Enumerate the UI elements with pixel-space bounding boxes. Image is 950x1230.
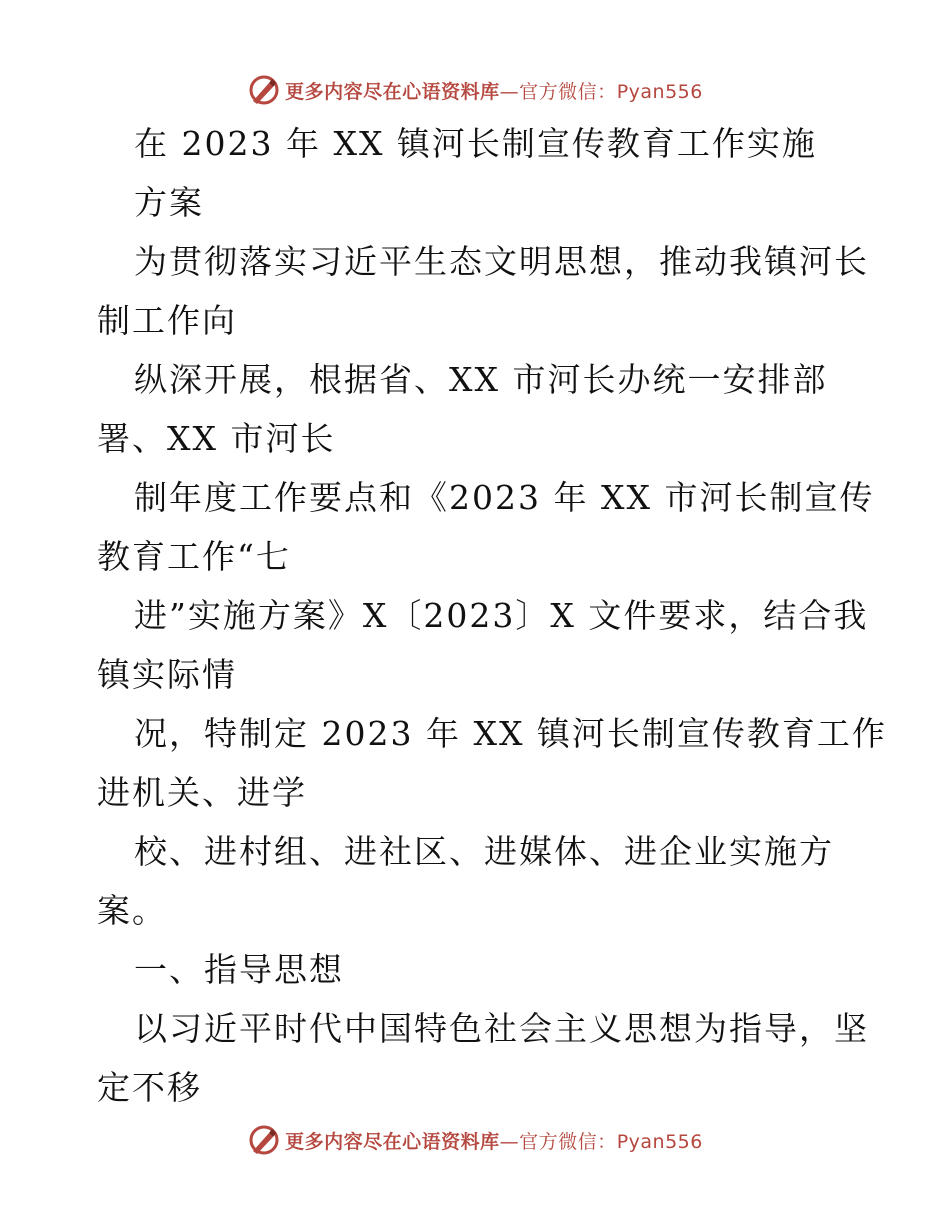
paragraph-line: 校、进村组、进社区、进媒体、进企业实施方 — [134, 832, 834, 871]
banner-wechat-id: Pyan556 — [616, 1130, 703, 1153]
paragraph-line: 制年度工作要点和《2023 年 XX 市河长制宣传 — [134, 478, 875, 517]
paragraph-line: 以习近平时代中国特色社会主义思想为指导，坚 — [134, 1009, 869, 1048]
banner-wechat-id: Pyan556 — [616, 80, 703, 103]
paragraph-line: 纵深开展，根据省、XX 市河长办统一安排部 — [134, 360, 828, 399]
banner-wechat-label: 官方微信： — [519, 1130, 617, 1153]
banner-dash: — — [499, 1130, 520, 1153]
section-heading: 一、指导思想 — [134, 950, 344, 989]
footer-banner — [0, 1120, 950, 1160]
pen-logo-icon — [247, 73, 281, 107]
banner-wechat-label: 官方微信： — [519, 80, 617, 103]
paragraph-line: 制工作向 — [97, 301, 237, 340]
pen-logo-icon — [247, 1123, 281, 1157]
paragraph-line: 教育工作“七 — [97, 537, 291, 576]
paragraph-line: 为贯彻落实习近平生态文明思想，推动我镇河长 — [134, 242, 869, 281]
document-title-line-2: 方案 — [134, 183, 204, 222]
paragraph-line: 况，特制定 2023 年 XX 镇河长制宣传教育工作 — [134, 714, 887, 753]
paragraph-line: 镇实际情 — [97, 655, 237, 694]
paragraph-line: 进机关、进学 — [97, 773, 307, 812]
paragraph-line: 案。 — [97, 891, 167, 930]
paragraph-line: 署、XX 市河长 — [97, 419, 336, 458]
header-banner — [0, 70, 950, 110]
document-title-line-1: 在 2023 年 XX 镇河长制宣传教育工作实施 — [134, 124, 817, 163]
banner-main-text: 更多内容尽在心语资料库 — [285, 1130, 500, 1153]
paragraph-line: 进”实施方案》X〔2023〕X 文件要求，结合我 — [134, 596, 869, 635]
paragraph-line: 定不移 — [97, 1068, 202, 1107]
banner-main-text: 更多内容尽在心语资料库 — [285, 80, 500, 103]
banner-dash: — — [499, 80, 520, 103]
